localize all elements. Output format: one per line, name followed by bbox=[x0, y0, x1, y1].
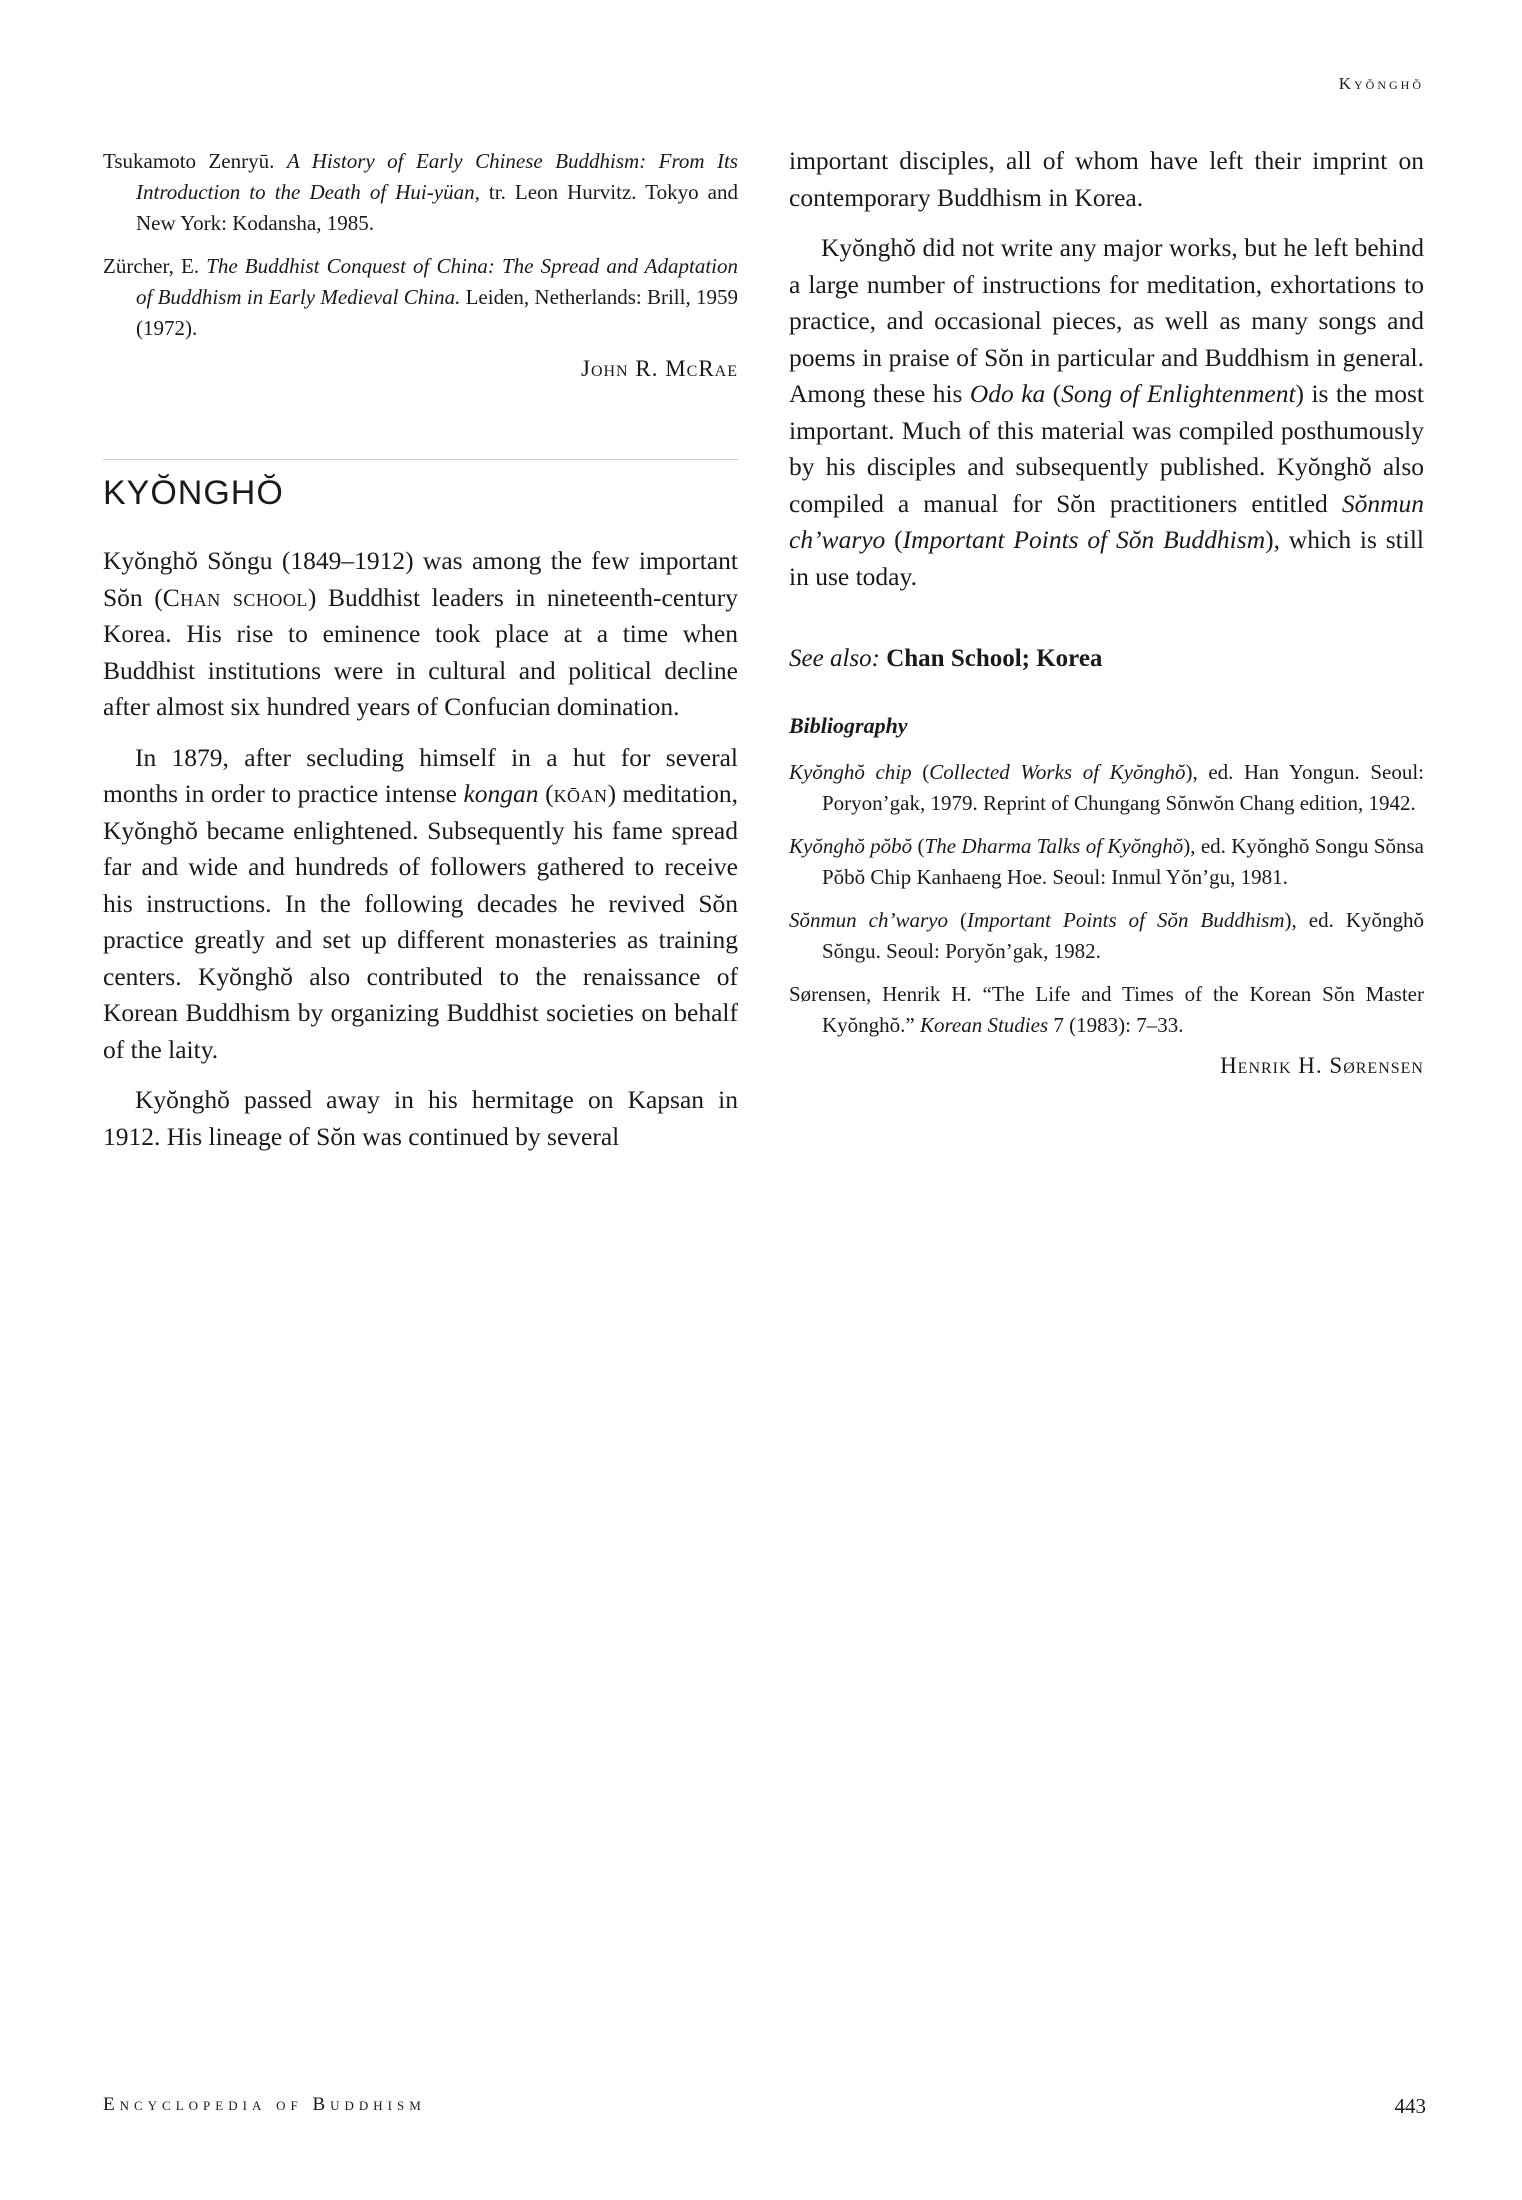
bibliography-entry: Kyŏnghŏ chip (Collected Works of Kyŏnghŏ), ed. Han Yongun. Seoul: Poryon’gak, 1979. Reprint of Chungang Sŏnwŏn Chang edition, 1942. bbox=[789, 760, 1424, 815]
bibliography-heading: Bibliography bbox=[789, 713, 908, 738]
left-column bbox=[103, 146, 738, 1169]
contributor-name: John R. McRae bbox=[581, 356, 738, 381]
running-head: Kyŏnghŏ bbox=[1338, 74, 1424, 93]
cross-reference: kōan bbox=[553, 779, 608, 808]
section-divider bbox=[103, 459, 738, 460]
bibliography-entry: Sŏnmun ch’waryo (Important Points of Sŏn Buddhism), ed. Kyŏnghŏ Sŏngu. Seoul: Poryŏn’gak, 1982. bbox=[789, 908, 1424, 963]
body-paragraph: In 1879, after secluding himself in a hut for several months in order to practice intense kongan (kōan) meditation, Kyŏnghŏ became enlightened. Subsequently his fame spread far and wide and hundreds of followers gathered to receive his instructions. In the following decades he revived Sŏn practice greatly and set up different monasteries as training centers. Kyŏnghŏ also contributed to the renaissance of Korean Buddhism by organizing Buddhist societies on behalf of the laity. bbox=[103, 742, 738, 1064]
right-column bbox=[789, 146, 1424, 1079]
footer-book-title: Encyclopedia of Buddhism bbox=[103, 2094, 426, 2115]
body-paragraph: Kyŏnghŏ did not write any major works, but he left behind a large number of instructions for meditation, exhortations to practice, and occasional pieces, as well as many songs and poems in praise of Sŏn in particular and Buddhism in general. Among these his Odo ka (Song of Enlightenment) is the most important. Much of this material was compiled posthumously by his disciples and subsequently published. Kyŏnghŏ also compiled a manual for Sŏn practitioners entitled Sŏnmun ch’waryo (Important Points of Sŏn Buddhism), which is still in use today. bbox=[789, 233, 1425, 591]
body-paragraph: Kyŏnghŏ passed away in his hermitage on Kapsan in 1912. His lineage of Sŏn was continued by several bbox=[103, 1085, 738, 1151]
bibliography-entry: Zürcher, E. The Buddhist Conquest of China: The Spread and Adaptation of Buddhism in Early Medieval China. Leiden, Netherlands: Brill, 1959 (1972). bbox=[103, 254, 738, 340]
bibliography-entry: Kyŏnghŏ pŏbŏ (The Dharma Talks of Kyŏnghŏ), ed. Kyŏnghŏ Songu Sŏnsa Pŏbŏ Chip Kanhaeng Hoe. Seoul: Inmul Yŏn’gu, 1981. bbox=[789, 834, 1424, 889]
contributor-name: Henrik H. Sørensen bbox=[1220, 1053, 1424, 1078]
cross-reference: Chan school bbox=[162, 582, 308, 612]
bibliography-entry: Sørensen, Henrik H. “The Life and Times of the Korean Sŏn Master Kyŏnghŏ.” Korean Studies 7 (1983): 7–33. bbox=[789, 982, 1424, 1037]
body-paragraph: Kyŏnghŏ Sŏngu (1849–1912) was among the few important Sŏn (Chan school) Buddhist leaders in nineteenth-century Korea. His rise to eminence took place at a time when Buddhist institutions were in cultural and political decline after almost six hundred years of Confucian domination. bbox=[103, 546, 739, 721]
bibliography-entry: Tsukamoto Zenryū. A History of Early Chinese Buddhism: From Its Introduction to the Death of Hui-yüan, tr. Leon Hurvitz. Tokyo and New York: Kodansha, 1985. bbox=[103, 149, 738, 235]
see-also: See also: Chan School; Korea bbox=[789, 645, 1103, 672]
page-number: 443 bbox=[1394, 2094, 1426, 2118]
entry-title: KYŎNGHŎ bbox=[103, 474, 284, 512]
body-paragraph: important disciples, all of whom have left their imprint on contemporary Buddhism in Korea. bbox=[789, 146, 1424, 212]
see-also-links[interactable]: Chan School; Korea bbox=[879, 645, 1103, 672]
